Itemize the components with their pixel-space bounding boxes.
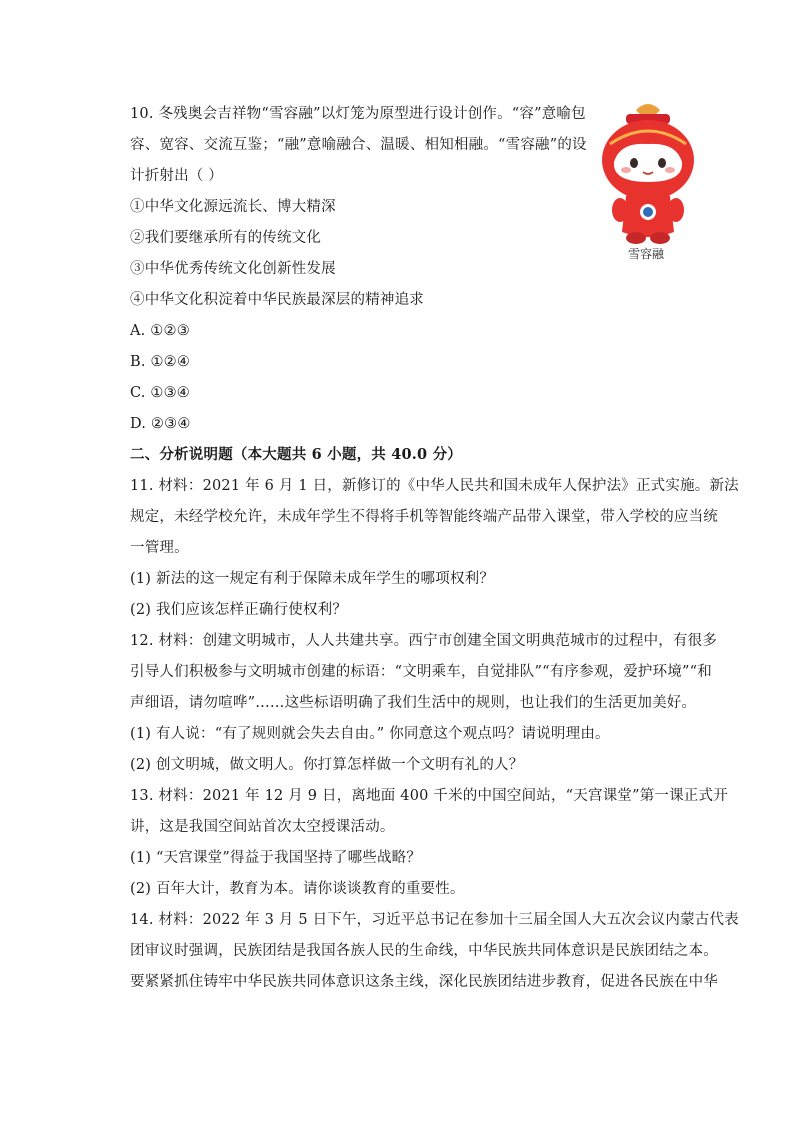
q10-stem-line-3: 计折射出（ ）: [130, 168, 224, 184]
q12-line-2: 引导人们积极参与文明城市创建的标语：“文明乘车，自觉排队”“有序参观，爱护环境”“和: [130, 664, 712, 680]
q12-sub-1: (1) 有人说：“有了规则就会失去自由。” 你同意这个观点吗？请说明理由。: [130, 726, 610, 742]
figure-caption: 雪容融: [627, 247, 664, 261]
mascot-face: [614, 144, 682, 182]
q12-line-3: 声细语，请勿喧哗”……这些标语明确了我们生活中的规则，也让我们的生活更加美好。: [130, 695, 697, 711]
q14-line-3: 要紧紧抓住铸牢中华民族共同体意识这条主线，深化民族团结进步教育，促进各民族在中华: [130, 974, 718, 990]
q13-line-1: 13. 材料：2021 年 12 月 9 日，离地面 400 千米的中国空间站，“天宫课堂”第一课正式开: [130, 788, 728, 804]
q12-sub-2: (2) 创文明城，做文明人。你打算怎样做一个文明有礼的人？: [130, 757, 524, 773]
q14-line-2: 团审议时强调，民族团结是我国各族人民的生命线，中华民族共同体意识是民族团结之本。: [130, 943, 718, 959]
q11-sub-2: (2) 我们应该怎样正确行使权利？: [130, 602, 348, 618]
q10-option-a: A. ①②③: [130, 323, 190, 339]
mascot-left-eye: [630, 158, 638, 168]
q10-item-2: ②我们要继承所有的传统文化: [130, 230, 322, 246]
q10-stem-line-1: 10. 冬残奥会吉祥物“雪容融”以灯笼为原型进行设计创作。“容”意喻包: [130, 106, 586, 122]
mascot-emblem-center: [643, 207, 653, 217]
q10-option-b: B. ①②④: [130, 354, 191, 370]
q10-item-3: ③中华优秀传统文化创新性发展: [130, 261, 336, 277]
mascot-illustration: [596, 100, 700, 268]
q13-sub-2: (2) 百年大计，教育为本。请你谈谈教育的重要性。: [130, 881, 465, 897]
q12-line-1: 12. 材料：创建文明城市，人人共建共享。西宁市创建全国文明典范城市的过程中，有很多: [130, 633, 718, 649]
q11-line-2: 规定，未经学校允许，未成年学生不得将手机等智能终端产品带入课堂，带入学校的应当统: [130, 509, 718, 525]
mascot-right-cheek: [665, 167, 675, 173]
q11-sub-1: (1) 新法的这一规定有利于保障未成年学生的哪项权利？: [130, 571, 495, 587]
q10-option-d: D. ②③④: [130, 416, 191, 432]
q10-option-c: C. ①③④: [130, 385, 190, 401]
mascot-right-arm: [668, 198, 684, 222]
q10-stem-line-2: 容、宽容、交流互鉴；“融”意喻融合、温暖、相知相融。“雪容融”的设: [130, 137, 587, 153]
q10-item-4: ④中华文化积淀着中华民族最深层的精神追求: [130, 292, 424, 308]
mascot-left-arm: [612, 198, 628, 222]
q11-line-1: 11. 材料：2021 年 6 月 1 日，新修订的《中华人民共和国未成年人保护法》正式实施。新法: [130, 478, 739, 494]
q10-item-1: ①中华文化源远流长、博大精深: [130, 199, 336, 215]
mascot-right-eye: [658, 158, 666, 168]
q13-sub-1: (1) “天宫课堂”得益于我国坚持了哪些战略？: [130, 850, 422, 866]
mascot-left-foot: [626, 232, 646, 244]
q11-line-3: 一管理。: [130, 540, 189, 556]
mascot-right-foot: [650, 232, 670, 244]
mascot-left-cheek: [621, 167, 631, 173]
section-heading: 二、分析说明题（本大题共 6 小题，共 40.0 分）: [130, 446, 462, 463]
q14-line-1: 14. 材料：2022 年 3 月 5 日下午，习近平总书记在参加十三届全国人大五次会议内蒙古代表: [130, 912, 739, 928]
q13-line-2: 讲，这是我国空间站首次太空授课活动。: [130, 819, 395, 835]
